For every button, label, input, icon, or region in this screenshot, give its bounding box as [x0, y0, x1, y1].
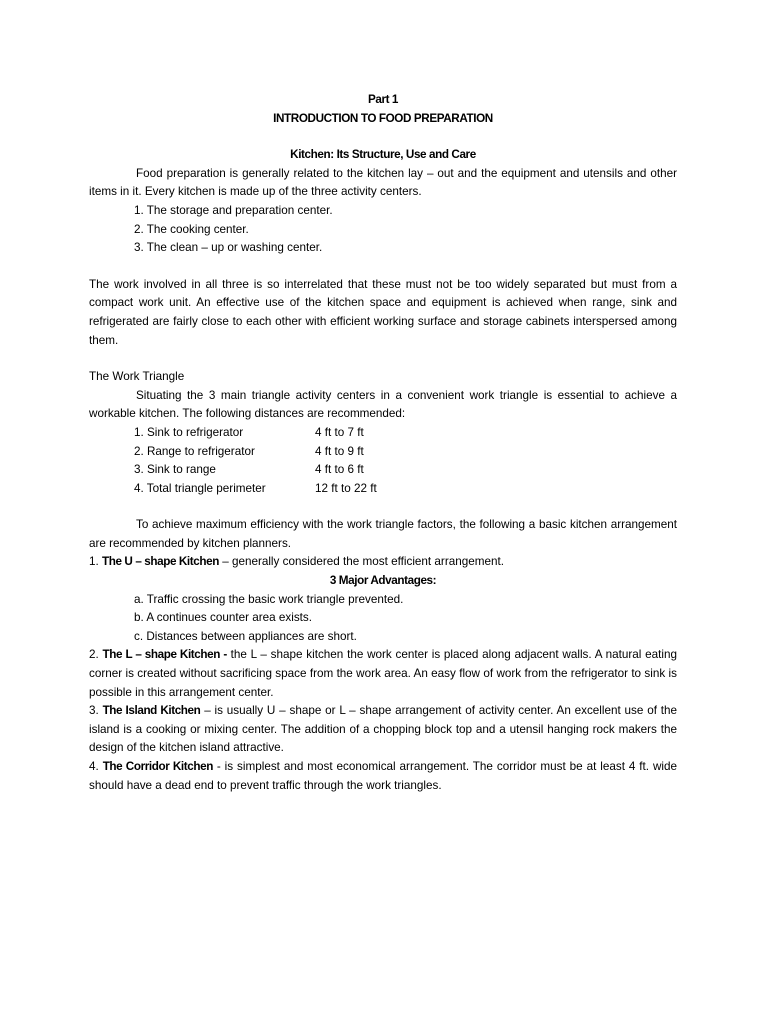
advantages-list [89, 591, 677, 647]
spacer [89, 498, 677, 516]
distance-row [134, 461, 677, 480]
corridor-desc: - is simplest and most economical arrangement. The corridor must be at least 4 ft. wide should have a dead end to prevent traffic through the work triangles. [89, 760, 677, 792]
distance-value: 4 ft to 7 ft [315, 425, 364, 439]
advantages-heading: 3 Major Advantages: [329, 574, 437, 588]
item-number: 4. [89, 760, 103, 773]
u-shape-desc: – generally considered the most efficient arrangement. [218, 555, 504, 569]
spacer [89, 350, 677, 368]
document-page [89, 91, 677, 795]
item-number: 2. [89, 648, 103, 662]
list-item: 1. The storage and preparation center. [134, 203, 333, 217]
island-item [89, 702, 677, 758]
section-heading: Kitchen: Its Structure, Use and Care [290, 148, 476, 162]
l-shape-item [89, 646, 677, 702]
distance-value: 12 ft to 22 ft [315, 481, 377, 495]
spacer [89, 258, 677, 276]
work-triangle-heading: The Work Triangle [89, 370, 185, 384]
u-shape-name: The U – shape Kitchen [102, 555, 219, 569]
island-name: The Island Kitchen [102, 704, 201, 718]
l-shape-desc: the L – shape kitchen the work center is placed along adjacent walls. A natural eating corner is created without sacrificing space from the work area. An easy flow of work from the refrigerator to sink is possible in this arrangement center. [89, 648, 678, 699]
list-item: 3. The clean – up or washing center. [134, 241, 323, 255]
distance-row [134, 424, 677, 443]
activity-centers-list [89, 202, 677, 258]
item-number: 1. [89, 555, 102, 569]
corridor-name: The Corridor Kitchen [102, 760, 213, 773]
island-desc: – is usually U – shape or L – shape arrangement of activity center. An excellent use of the island is a cooking or mixing center. The addition of a chopping block top and a utensil hanging rock makers the design of the kitchen island attractive. [89, 704, 677, 755]
list-item: c. Distances between appliances are short. [134, 629, 357, 643]
interrelation-paragraph: The work involved in all three is so interrelated that these must not be too widely separated but must from a compact work unit. An effective use of the kitchen space and equipment is achieved when range, sink and refrigerated are fairly close to each other with efficient working surface and storage cabinets interspersed among them. [89, 277, 677, 347]
page-title: INTRODUCTION TO FOOD PREPARATION [273, 111, 493, 125]
list-item: a. Traffic crossing the basic work triangle prevented. [134, 592, 404, 606]
item-number: 3. [89, 704, 103, 718]
distance-label: 3. Sink to range [134, 463, 216, 477]
l-shape-name: The L – shape Kitchen - [102, 648, 227, 662]
arrangements-intro: To achieve maximum efficiency with the work triangle factors, the following a basic kitchen arrangement are recommended by kitchen planners. [89, 518, 677, 550]
list-item: 2. The cooking center. [134, 222, 249, 236]
distance-label: 4. Total triangle perimeter [134, 481, 266, 495]
work-triangle-paragraph: Situating the 3 main triangle activity centers in a convenient work triangle is essential to achieve a workable kitchen. The following distances are recommended: [89, 388, 677, 421]
part-label: Part 1 [367, 93, 399, 106]
distances-list [89, 424, 677, 498]
list-item: b. A continues counter area exists. [134, 611, 313, 625]
distance-row [134, 480, 677, 499]
distance-label: 2. Range to refrigerator [134, 444, 255, 458]
intro-paragraph: Food preparation is generally related to the kitchen lay – out and the equipment and utensils and other items in it. Every kitchen is made up of the three activity centers. [89, 166, 677, 199]
distance-value: 4 ft to 6 ft [315, 463, 364, 477]
distance-label: 1. Sink to refrigerator [134, 425, 244, 439]
distance-row [134, 443, 677, 462]
distance-value: 4 ft to 9 ft [315, 444, 364, 458]
u-shape-item [89, 553, 677, 572]
corridor-item [89, 758, 677, 795]
spacer [89, 128, 677, 146]
